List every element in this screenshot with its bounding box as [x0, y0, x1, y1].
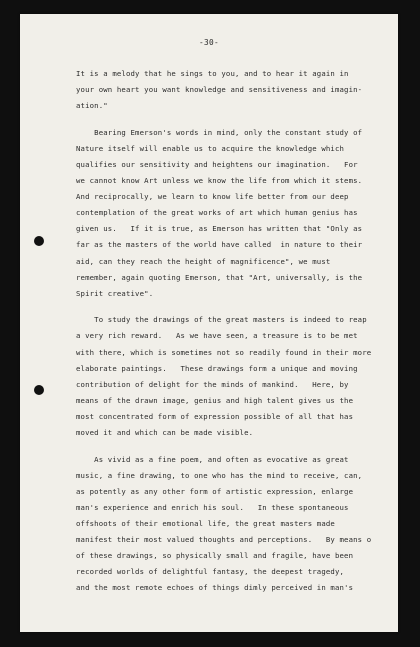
text-line: moved it and which can be made visible. [76, 427, 254, 437]
page-number: -30- [199, 38, 219, 47]
document-page [20, 14, 398, 632]
text-line: offshoots of their emotional life, the great masters made [76, 518, 335, 528]
text-line: Nature itself will enable us to acquire the knowledge which [76, 143, 345, 153]
text-line: qualifies our sensitivity and heightens our imagination. For [76, 159, 358, 169]
text-line: elaborate paintings. These drawings form a unique and moving [76, 363, 358, 373]
text-line: music, a fine drawing, to one who has the mind to receive, can, [76, 470, 363, 480]
text-line: Bearing Emerson's words in mind, only the constant study of [76, 127, 363, 137]
text-line: ation." [76, 101, 108, 111]
paragraph-spacer [76, 302, 398, 313]
punch-hole [34, 385, 44, 395]
text-line: given us. If it is true, as Emerson has written that "Only as [76, 224, 363, 234]
text-line: aid, can they reach the height of magnificence", we must [76, 256, 331, 266]
text-line: your own heart you want knowledge and sensitiveness and imagin- [76, 85, 363, 95]
text-line: recorded worlds of delightful fantasy, the deepest tragedy, [76, 567, 345, 577]
text-line: means of the drawn image, genius and high talent gives us the [76, 395, 354, 405]
text-line: as potently as any other form of artistic expression, enlarge [76, 486, 354, 496]
punch-hole [34, 236, 44, 246]
text-line: It is a melody that he sings to you, and to hear it again in [76, 69, 349, 78]
text-line: Spirit creative". [76, 288, 154, 298]
text-line: a very rich reward. As we have seen, a treasure is to be met [76, 331, 358, 341]
text-line: contemplation of the great works of art which human genius has [76, 208, 358, 218]
text-line: with there, which is sometimes not so readily found in their more [76, 347, 372, 357]
paragraph-spacer [76, 114, 398, 125]
text-line: far as the masters of the world have called in nature to their [76, 240, 363, 250]
text-line: contribution of delight for the minds of mankind. Here, by [76, 379, 349, 389]
text-line: manifest their most valued thoughts and perceptions. By means o [76, 535, 372, 545]
text-line: As vivid as a fine poem, and often as evocative as great [76, 454, 349, 464]
text-line: And reciprocally, we learn to know life better from our deep [76, 192, 349, 202]
text-line: man's experience and enrich his soul. In these spontaneous [76, 502, 349, 512]
text-line: we cannot know Art unless we know the life from which it stems. [76, 176, 363, 186]
text-line: of these drawings, so physically small and fragile, have been [76, 551, 354, 561]
typewritten-text [76, 66, 398, 596]
text-line: most concentrated form of expression possible of all that has [76, 411, 354, 421]
text-line: To study the drawings of the great masters is indeed to reap [76, 315, 367, 325]
text-line: remember, again quoting Emerson, that "Art, universally, is the [76, 272, 363, 282]
text-line: and the most remote echoes of things dimly perceived in man's [76, 583, 354, 593]
paragraph-spacer [76, 441, 398, 452]
